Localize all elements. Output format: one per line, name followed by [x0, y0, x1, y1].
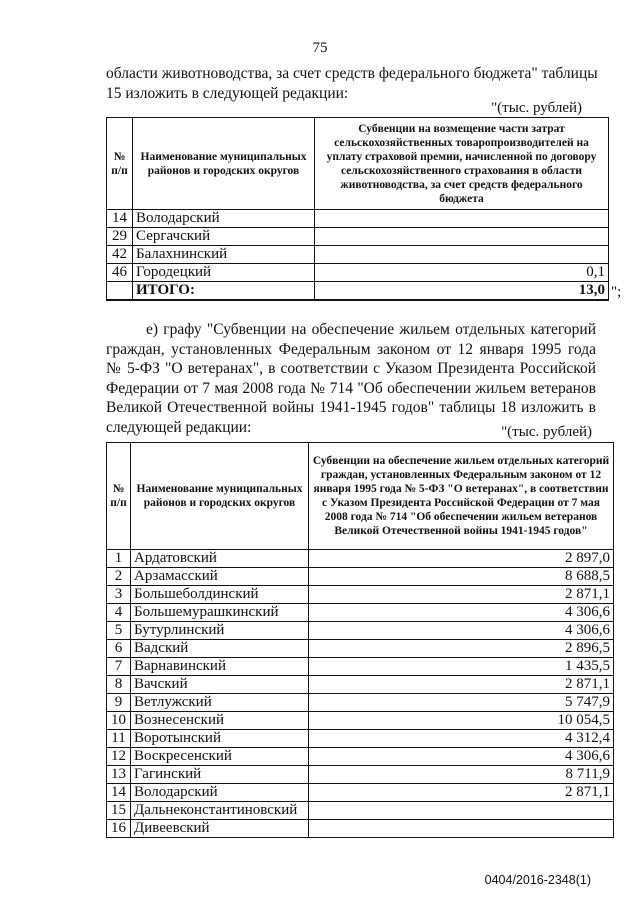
- row-number: 14: [107, 784, 131, 802]
- row-number: 1: [107, 550, 131, 568]
- paragraph-e-line-5: Великой Отечественной войны 1941-1945 годов" таблицы 18 изложить в: [106, 399, 596, 416]
- table-18: [106, 442, 614, 838]
- subsidy-value: 2 871,1: [309, 784, 614, 802]
- subsidy-value: 2 896,5: [309, 640, 614, 658]
- table-row: [107, 712, 614, 730]
- table-row: [107, 550, 614, 568]
- document-code: 0404/2016-2348(1): [484, 873, 591, 887]
- district-name: Большеболдинский: [131, 586, 309, 604]
- row-number: 10: [107, 712, 131, 730]
- table-row: [107, 640, 614, 658]
- table18-body: [107, 550, 614, 838]
- table18-header-row: [107, 443, 614, 550]
- row-number: 8: [107, 676, 131, 694]
- row-number: 15: [107, 802, 131, 820]
- subsidy-value: 8 688,5: [309, 568, 614, 586]
- district-name: Городецкий: [133, 264, 315, 282]
- subsidy-value: [315, 210, 609, 228]
- subsidy-value: 4 312,4: [309, 730, 614, 748]
- table-row: [107, 246, 609, 264]
- subsidy-value: 2 871,1: [309, 586, 614, 604]
- row-number: 6: [107, 640, 131, 658]
- district-name: Бутурлинский: [131, 622, 309, 640]
- table-row: [107, 784, 614, 802]
- district-name: Большемурашкинский: [131, 604, 309, 622]
- subsidy-value: 1 435,5: [309, 658, 614, 676]
- table-row: [107, 658, 614, 676]
- paragraph-e: [106, 320, 596, 437]
- table-row: [107, 766, 614, 784]
- page-number: 75: [312, 40, 328, 56]
- table15-header-num: № п/п: [107, 118, 133, 210]
- table-row: [107, 622, 614, 640]
- total-label: ИТОГО:: [133, 282, 315, 301]
- table-row: [107, 604, 614, 622]
- subsidy-value: 2 897,0: [309, 550, 614, 568]
- row-number: 12: [107, 748, 131, 766]
- district-name: Вадский: [131, 640, 309, 658]
- district-name: Сергачский: [133, 228, 315, 246]
- row-number: 5: [107, 622, 131, 640]
- table-row: [107, 228, 609, 246]
- table-row: [107, 802, 614, 820]
- intro-line-2: 15 изложить в следующей редакции:: [106, 84, 349, 102]
- subsidy-value: 4 306,6: [309, 622, 614, 640]
- paragraph-e-line-6: следующей редакции:: [106, 418, 252, 436]
- table-15: [106, 117, 609, 301]
- table18-header-num: № п/п: [107, 443, 131, 550]
- subsidy-value: 4 306,6: [309, 748, 614, 766]
- table-row: [107, 676, 614, 694]
- subsidy-value: 5 747,9: [309, 694, 614, 712]
- table-row: [107, 694, 614, 712]
- table-row: [107, 264, 609, 282]
- subsidy-value: 10 054,5: [309, 712, 614, 730]
- table-row: [107, 586, 614, 604]
- table15-header-subsidy: Субвенции на возмещение части затрат сельскохозяйственных товаропроизводителей на уплату страховой премии, начисленной по договору сельскохозяйственного страхования в области животноводства, за счет средств федерального бюджета: [315, 118, 609, 210]
- row-number: 11: [107, 730, 131, 748]
- district-name: Варнавинский: [131, 658, 309, 676]
- district-name: Гагинский: [131, 766, 309, 784]
- subsidy-value: [309, 802, 614, 820]
- subsidy-value: 0,1: [315, 264, 609, 282]
- table15-header-name: Наименование муниципальных районов и городских округов: [133, 118, 315, 210]
- total-row: [107, 282, 609, 301]
- subsidy-value: [309, 820, 614, 838]
- intro-paragraph: [106, 64, 596, 103]
- row-number: 14: [107, 210, 133, 228]
- district-name: Володарский: [131, 784, 309, 802]
- district-name: Воскресенский: [131, 748, 309, 766]
- row-number: 42: [107, 246, 133, 264]
- table-row: [107, 820, 614, 838]
- district-name: Балахнинский: [133, 246, 315, 264]
- table18-header-name: Наименование муниципальных районов и городских округов: [131, 443, 309, 550]
- row-number: 46: [107, 264, 133, 282]
- table15-header-row: [107, 118, 609, 210]
- subsidy-value: 8 711,9: [309, 766, 614, 784]
- row-number: 3: [107, 586, 131, 604]
- table-row: [107, 568, 614, 586]
- row-number: 16: [107, 820, 131, 838]
- subsidy-value: 2 871,1: [309, 676, 614, 694]
- district-name: Воротынский: [131, 730, 309, 748]
- district-name: Дивеевский: [131, 820, 309, 838]
- total-value: 13,0: [315, 282, 609, 301]
- row-number: 7: [107, 658, 131, 676]
- subsidy-value: [315, 246, 609, 264]
- district-name: Вознесенский: [131, 712, 309, 730]
- district-name: Дальнеконстантиновский: [131, 802, 309, 820]
- table15-closing-quote: ";: [611, 284, 622, 300]
- table18-units: "(тыс. рублей): [501, 424, 592, 440]
- district-name: Володарский: [133, 210, 315, 228]
- row-number: 4: [107, 604, 131, 622]
- row-number: 29: [107, 228, 133, 246]
- total-num-cell: [107, 282, 133, 301]
- district-name: Ветлужский: [131, 694, 309, 712]
- paragraph-e-line-2: граждан, установленных Федеральным законом от 12 января 1995 года: [106, 340, 596, 358]
- table-row: [107, 730, 614, 748]
- table18-header-subsidy: Субвенции на обеспечение жильем отдельных категорий граждан, установленных Федеральным законом от 12 января 1995 года № 5-ФЗ "О ветеранах", в соответствии с Указом Президента Российской Федерации от 7 мая 2008 года № 714 "Об обеспечении жильем ветеранов Великой Отечественной войны 1941-1945 годов": [309, 443, 614, 550]
- district-name: Вачский: [131, 676, 309, 694]
- paragraph-e-line-3: № 5-ФЗ "О ветеранах", в соответствии с Указом Президента Российской: [106, 360, 596, 377]
- district-name: Арзамасский: [131, 568, 309, 586]
- row-number: 2: [107, 568, 131, 586]
- subsidy-value: [315, 228, 609, 246]
- paragraph-e-line-1: е) графу "Субвенции на обеспечение жильем отдельных категорий: [146, 321, 596, 338]
- table15-body: [107, 210, 609, 301]
- table-row: [107, 748, 614, 766]
- table-row: [107, 210, 609, 228]
- paragraph-e-line-4: Федерации от 7 мая 2008 года № 714 "Об обеспечении жильем ветеранов: [106, 379, 596, 397]
- table15-units: "(тыс. рублей): [491, 100, 582, 116]
- row-number: 9: [107, 694, 131, 712]
- intro-line-1: области животноводства, за счет средств федерального бюджета" таблицы: [106, 65, 598, 82]
- subsidy-value: 4 306,6: [309, 604, 614, 622]
- row-number: 13: [107, 766, 131, 784]
- district-name: Ардатовский: [131, 550, 309, 568]
